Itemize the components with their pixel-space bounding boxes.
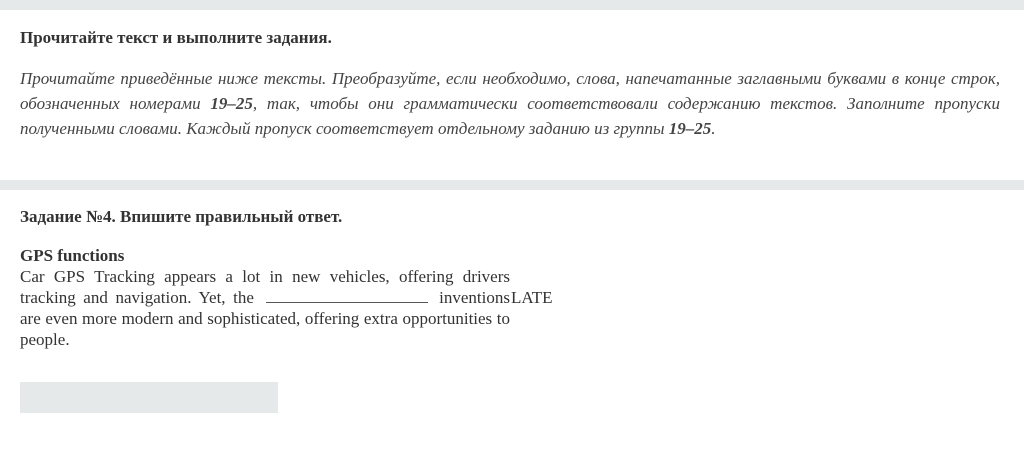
keyword-label: LATE [511,288,553,307]
instructions-body [20,66,1000,141]
instructions-text-3: . [711,119,716,138]
instructions-heading: Прочитайте текст и выполните задания. [20,28,332,47]
passage-text-after: inventions are even more modern and sophisticated, offering extra opportunities to people. [20,288,510,349]
passage-title: GPS functions [20,246,125,265]
instructions-text-2: , так, чтобы они грамматически соответствовали содержанию текстов. Заполните пропуски полученными словами. Каждый пропуск соответствует отдельному заданию из группы [20,94,1000,138]
passage [20,245,510,350]
gap-blank [266,288,428,303]
section-divider [0,180,1024,190]
instructions-range-1: 19–25 [210,94,253,113]
instructions-text-1: Прочитайте приведённые ниже тексты. Преобразуйте, если необходимо, слова, напечатанные заглавными буквами в конце строк, обозначенных номерами [20,69,1000,113]
task-section [0,190,1024,413]
task-text-block [20,245,1004,350]
instructions-range-2: 19–25 [668,119,712,138]
task-heading: Задание №4. Впишите правильный ответ. [20,207,343,226]
top-divider [0,0,1024,10]
instructions-section [0,10,1024,162]
passage-text-before: Car GPS Tracking appears a lot in new vehicles, offering drivers tracking and navigation. Yet, the [20,267,510,307]
answer-input[interactable] [20,382,278,413]
